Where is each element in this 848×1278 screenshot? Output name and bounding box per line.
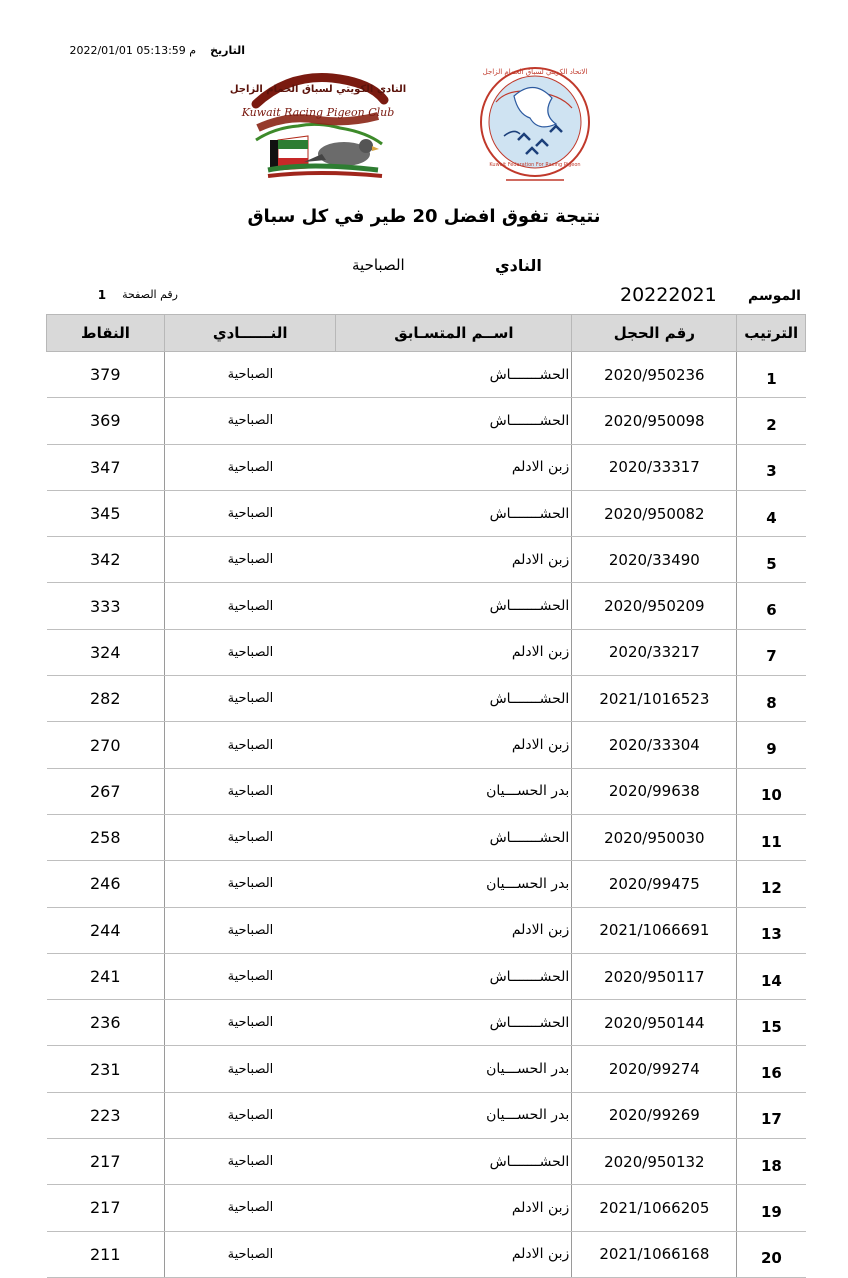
row-points: 217	[47, 1185, 165, 1231]
col-header-rank: الترتيب	[737, 315, 806, 352]
row-points: 231	[47, 1046, 165, 1092]
svg-text:Kuwait Federation For Racing P: Kuwait Federation For Racing Pigeon	[489, 162, 581, 168]
table-row	[47, 583, 806, 629]
table-row	[47, 444, 806, 490]
row-racer: زبن الادلم	[336, 629, 572, 675]
col-header-points: النقاط	[47, 315, 165, 352]
row-club: الصباحية	[164, 1000, 336, 1046]
table-row	[47, 907, 806, 953]
row-ring: 2020/33490	[572, 537, 737, 583]
row-racer: الحشـــــــاش	[336, 490, 572, 536]
row-points: 217	[47, 1139, 165, 1185]
page-label: رقم الصفحة	[122, 288, 178, 301]
date-label: التاريخ	[210, 44, 245, 57]
row-ring: 2021/1016523	[572, 676, 737, 722]
row-ring: 2020/33317	[572, 444, 737, 490]
date-value: 2022/01/01 05:13:59 م	[69, 44, 197, 57]
page-number: 1	[97, 288, 107, 302]
svg-text:Kuwait Racing Pigeon Club: Kuwait Racing Pigeon Club	[241, 106, 395, 119]
row-racer: الحشـــــــاش	[336, 676, 572, 722]
row-rank: 3	[737, 444, 806, 490]
row-rank: 10	[737, 768, 806, 814]
print-date	[40, 44, 245, 57]
row-racer: الحشـــــــاش	[336, 953, 572, 999]
season-value: 20222021	[620, 284, 717, 306]
row-racer: زبن الادلم	[336, 537, 572, 583]
table-row	[47, 814, 806, 860]
row-points: 211	[47, 1231, 165, 1277]
table-row	[47, 1139, 806, 1185]
row-points: 267	[47, 768, 165, 814]
row-racer: زبن الادلم	[336, 444, 572, 490]
row-points: 270	[47, 722, 165, 768]
svg-text:النادي الكويتي لسباق الحمام ال: النادي الكويتي لسباق الحمام الزاجل	[229, 84, 407, 95]
row-club: الصباحية	[164, 814, 336, 860]
row-points: 241	[47, 953, 165, 999]
row-rank: 8	[737, 676, 806, 722]
row-racer: زبن الادلم	[336, 722, 572, 768]
row-rank: 7	[737, 629, 806, 675]
row-club: الصباحية	[164, 861, 336, 907]
row-rank: 17	[737, 1092, 806, 1138]
table-row	[47, 1092, 806, 1138]
row-club: الصباحية	[164, 1231, 336, 1277]
row-rank: 2	[737, 398, 806, 444]
results-table	[46, 314, 806, 1278]
row-racer: الحشـــــــاش	[336, 1139, 572, 1185]
row-ring: 2020/950098	[572, 398, 737, 444]
row-rank: 20	[737, 1231, 806, 1277]
row-rank: 12	[737, 861, 806, 907]
row-club: الصباحية	[164, 629, 336, 675]
row-points: 246	[47, 861, 165, 907]
page-number-row	[68, 288, 178, 302]
report-title: نتيجة تفوق افضل 20 طير في كل سباق	[247, 206, 601, 227]
row-ring: 2020/950030	[572, 814, 737, 860]
row-club: الصباحية	[164, 352, 336, 398]
row-club: الصباحية	[164, 722, 336, 768]
row-club: الصباحية	[164, 953, 336, 999]
row-racer: زبن الادلم	[336, 1185, 572, 1231]
col-header-club: النــــــادي	[164, 315, 336, 352]
row-rank: 14	[737, 953, 806, 999]
row-ring: 2020/950132	[572, 1139, 737, 1185]
table-row	[47, 537, 806, 583]
row-ring: 2020/950117	[572, 953, 737, 999]
row-racer: الحشـــــــاش	[336, 1000, 572, 1046]
row-ring: 2020/33217	[572, 629, 737, 675]
row-club: الصباحية	[164, 1139, 336, 1185]
table-header-row	[47, 315, 806, 352]
row-racer: الحشـــــــاش	[336, 352, 572, 398]
row-ring: 2021/1066168	[572, 1231, 737, 1277]
season-label: الموسم	[748, 288, 801, 304]
club-value: الصباحية	[352, 256, 405, 274]
row-racer: بدر الحســـيان	[336, 768, 572, 814]
row-ring: 2020/99475	[572, 861, 737, 907]
row-racer: زبن الادلم	[336, 907, 572, 953]
col-header-racer: اســم المتسـابق	[336, 315, 572, 352]
row-ring: 2020/99269	[572, 1092, 737, 1138]
row-club: الصباحية	[164, 583, 336, 629]
club-label: النادي	[495, 256, 542, 275]
row-rank: 4	[737, 490, 806, 536]
row-club: الصباحية	[164, 444, 336, 490]
row-club: الصباحية	[164, 1185, 336, 1231]
row-racer: الحشـــــــاش	[336, 583, 572, 629]
row-rank: 5	[737, 537, 806, 583]
row-rank: 16	[737, 1046, 806, 1092]
row-club: الصباحية	[164, 768, 336, 814]
table-row	[47, 1185, 806, 1231]
row-ring: 2020/99638	[572, 768, 737, 814]
table-row	[47, 722, 806, 768]
kuwait-racing-pigeon-club-logo	[229, 70, 407, 185]
row-points: 342	[47, 537, 165, 583]
row-rank: 11	[737, 814, 806, 860]
row-racer: بدر الحســـيان	[336, 861, 572, 907]
table-row	[47, 676, 806, 722]
row-ring: 2020/33304	[572, 722, 737, 768]
row-ring: 2020/950236	[572, 352, 737, 398]
row-rank: 9	[737, 722, 806, 768]
table-row	[47, 768, 806, 814]
row-points: 282	[47, 676, 165, 722]
row-points: 379	[47, 352, 165, 398]
svg-text:الاتحاد الكويتي لسباق الحمام ا: الاتحاد الكويتي لسباق الحمام الزاجل	[482, 68, 588, 76]
row-ring: 2020/950082	[572, 490, 737, 536]
row-rank: 1	[737, 352, 806, 398]
row-rank: 15	[737, 1000, 806, 1046]
row-points: 236	[47, 1000, 165, 1046]
row-points: 258	[47, 814, 165, 860]
row-club: الصباحية	[164, 398, 336, 444]
row-points: 333	[47, 583, 165, 629]
row-club: الصباحية	[164, 907, 336, 953]
row-rank: 18	[737, 1139, 806, 1185]
row-points: 244	[47, 907, 165, 953]
row-ring: 2020/950144	[572, 1000, 737, 1046]
row-rank: 6	[737, 583, 806, 629]
row-racer: بدر الحســـيان	[336, 1046, 572, 1092]
table-row	[47, 861, 806, 907]
row-points: 324	[47, 629, 165, 675]
table-row	[47, 629, 806, 675]
row-club: الصباحية	[164, 537, 336, 583]
table-row	[47, 1231, 806, 1277]
row-racer: بدر الحســـيان	[336, 1092, 572, 1138]
row-club: الصباحية	[164, 1046, 336, 1092]
row-racer: الحشـــــــاش	[336, 398, 572, 444]
row-points: 369	[47, 398, 165, 444]
kuwait-federation-racing-pigeon-logo	[478, 58, 593, 190]
row-points: 223	[47, 1092, 165, 1138]
row-points: 345	[47, 490, 165, 536]
row-club: الصباحية	[164, 490, 336, 536]
row-racer: زبن الادلم	[336, 1231, 572, 1277]
row-ring: 2021/1066205	[572, 1185, 737, 1231]
table-row	[47, 1000, 806, 1046]
row-racer: الحشـــــــاش	[336, 814, 572, 860]
row-points: 347	[47, 444, 165, 490]
row-club: الصباحية	[164, 676, 336, 722]
row-ring: 2020/99274	[572, 1046, 737, 1092]
table-row	[47, 352, 806, 398]
row-rank: 13	[737, 907, 806, 953]
col-header-ring: رقم الحجل	[572, 315, 737, 352]
table-row	[47, 953, 806, 999]
table-row	[47, 398, 806, 444]
table-row	[47, 1046, 806, 1092]
row-ring: 2020/950209	[572, 583, 737, 629]
row-club: الصباحية	[164, 1092, 336, 1138]
row-ring: 2021/1066691	[572, 907, 737, 953]
table-row	[47, 490, 806, 536]
row-rank: 19	[737, 1185, 806, 1231]
